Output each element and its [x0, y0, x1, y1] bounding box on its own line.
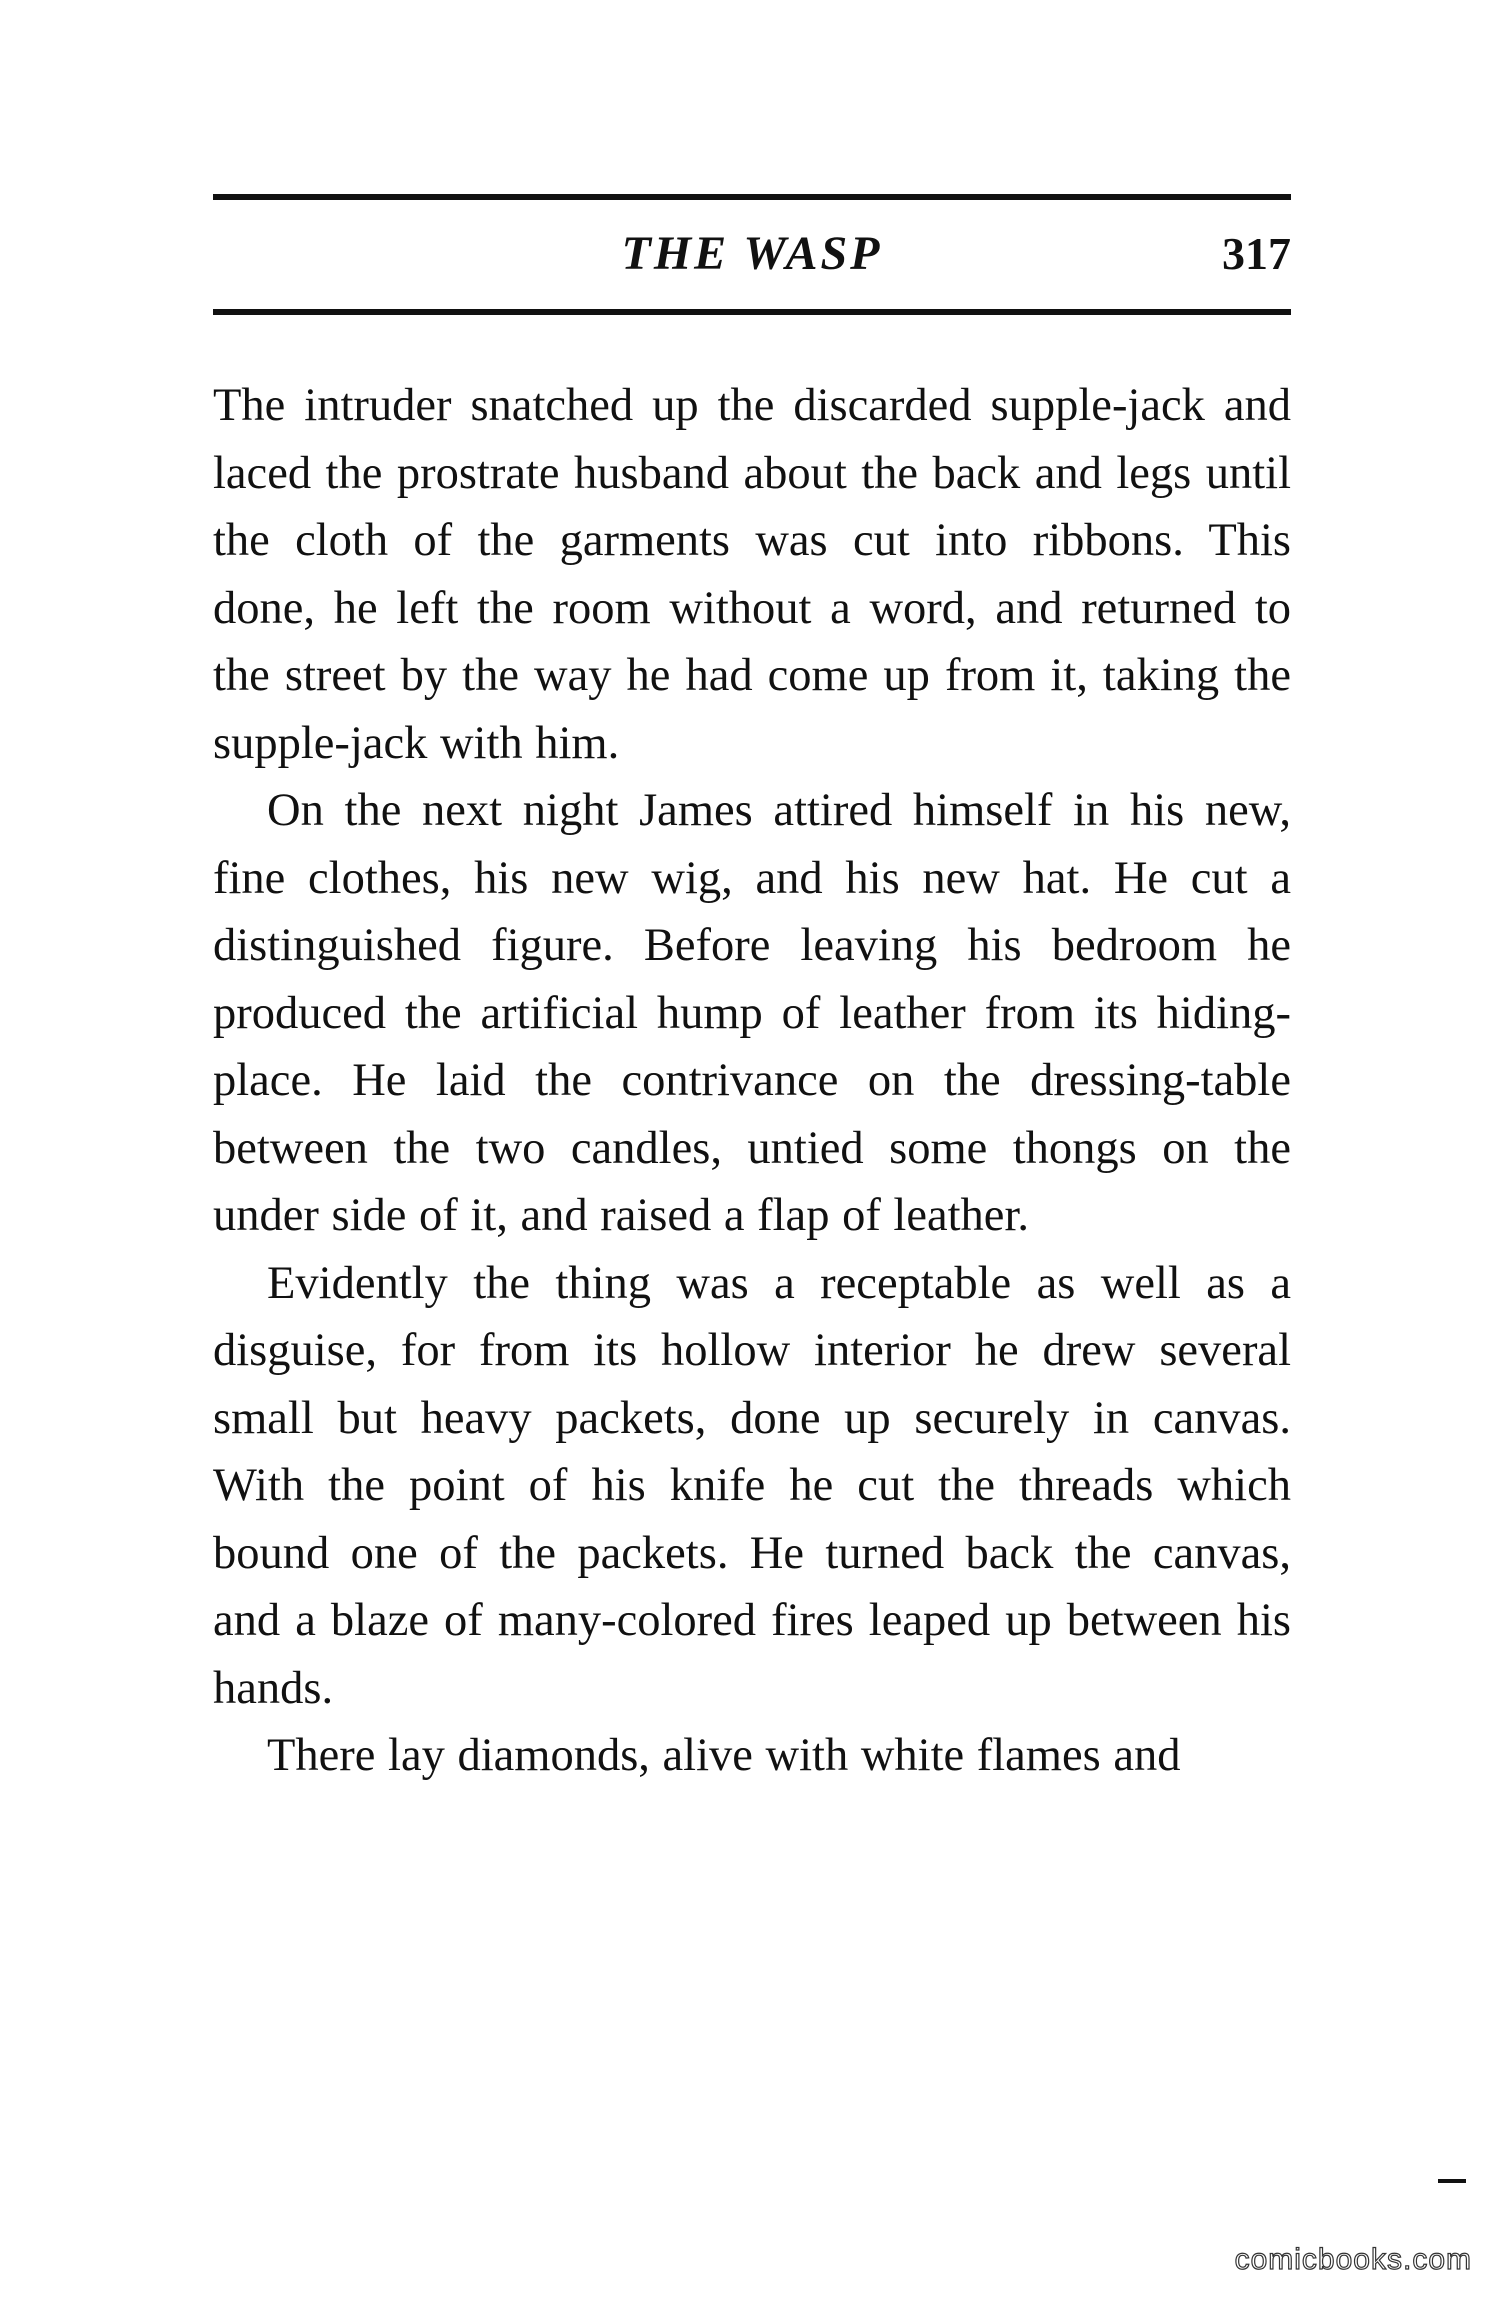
paragraph-4: There lay diamonds, alive with white flames and — [267, 1730, 1181, 1781]
paragraph-1: The intruder snatched up the discarded supple-jack and laced the prostrate husband about the back and legs until the cloth of the garments was cut into ribbons. This done, he left the room without a word, and returned to the street by the way he had come up from it, taking the supple-jack with him. — [213, 380, 1291, 769]
page-number: 317 — [1222, 228, 1291, 279]
margin-dash-mark — [1438, 2179, 1466, 2183]
header-rule-bottom — [213, 309, 1291, 315]
header-rule-top — [213, 194, 1291, 200]
running-title: THE WASP — [621, 227, 883, 280]
body-text — [213, 372, 1291, 1790]
paragraph-2: On the next night James attired himself in his new, fine clothes, his new wig, and his new hat. He cut a distinguished figure. Before leaving his bedroom he produced the artificial hump of leather from its hiding-place. He laid the contrivance on the dressing-table between the two candles, untied some thongs on the under side of it, and raised a flap of leather. — [213, 785, 1291, 1241]
watermark: comicbooks.com — [1234, 2243, 1472, 2276]
paragraph-3: Evidently the thing was a receptable as well as a disguise, for from its hollow interior he drew several small but heavy packets, done up securely in canvas. With the point of his knife he cut the threads which bound one of the packets. He turned back the canvas, and a blaze of many-colored fires leaped up between his hands. — [213, 1257, 1291, 1714]
